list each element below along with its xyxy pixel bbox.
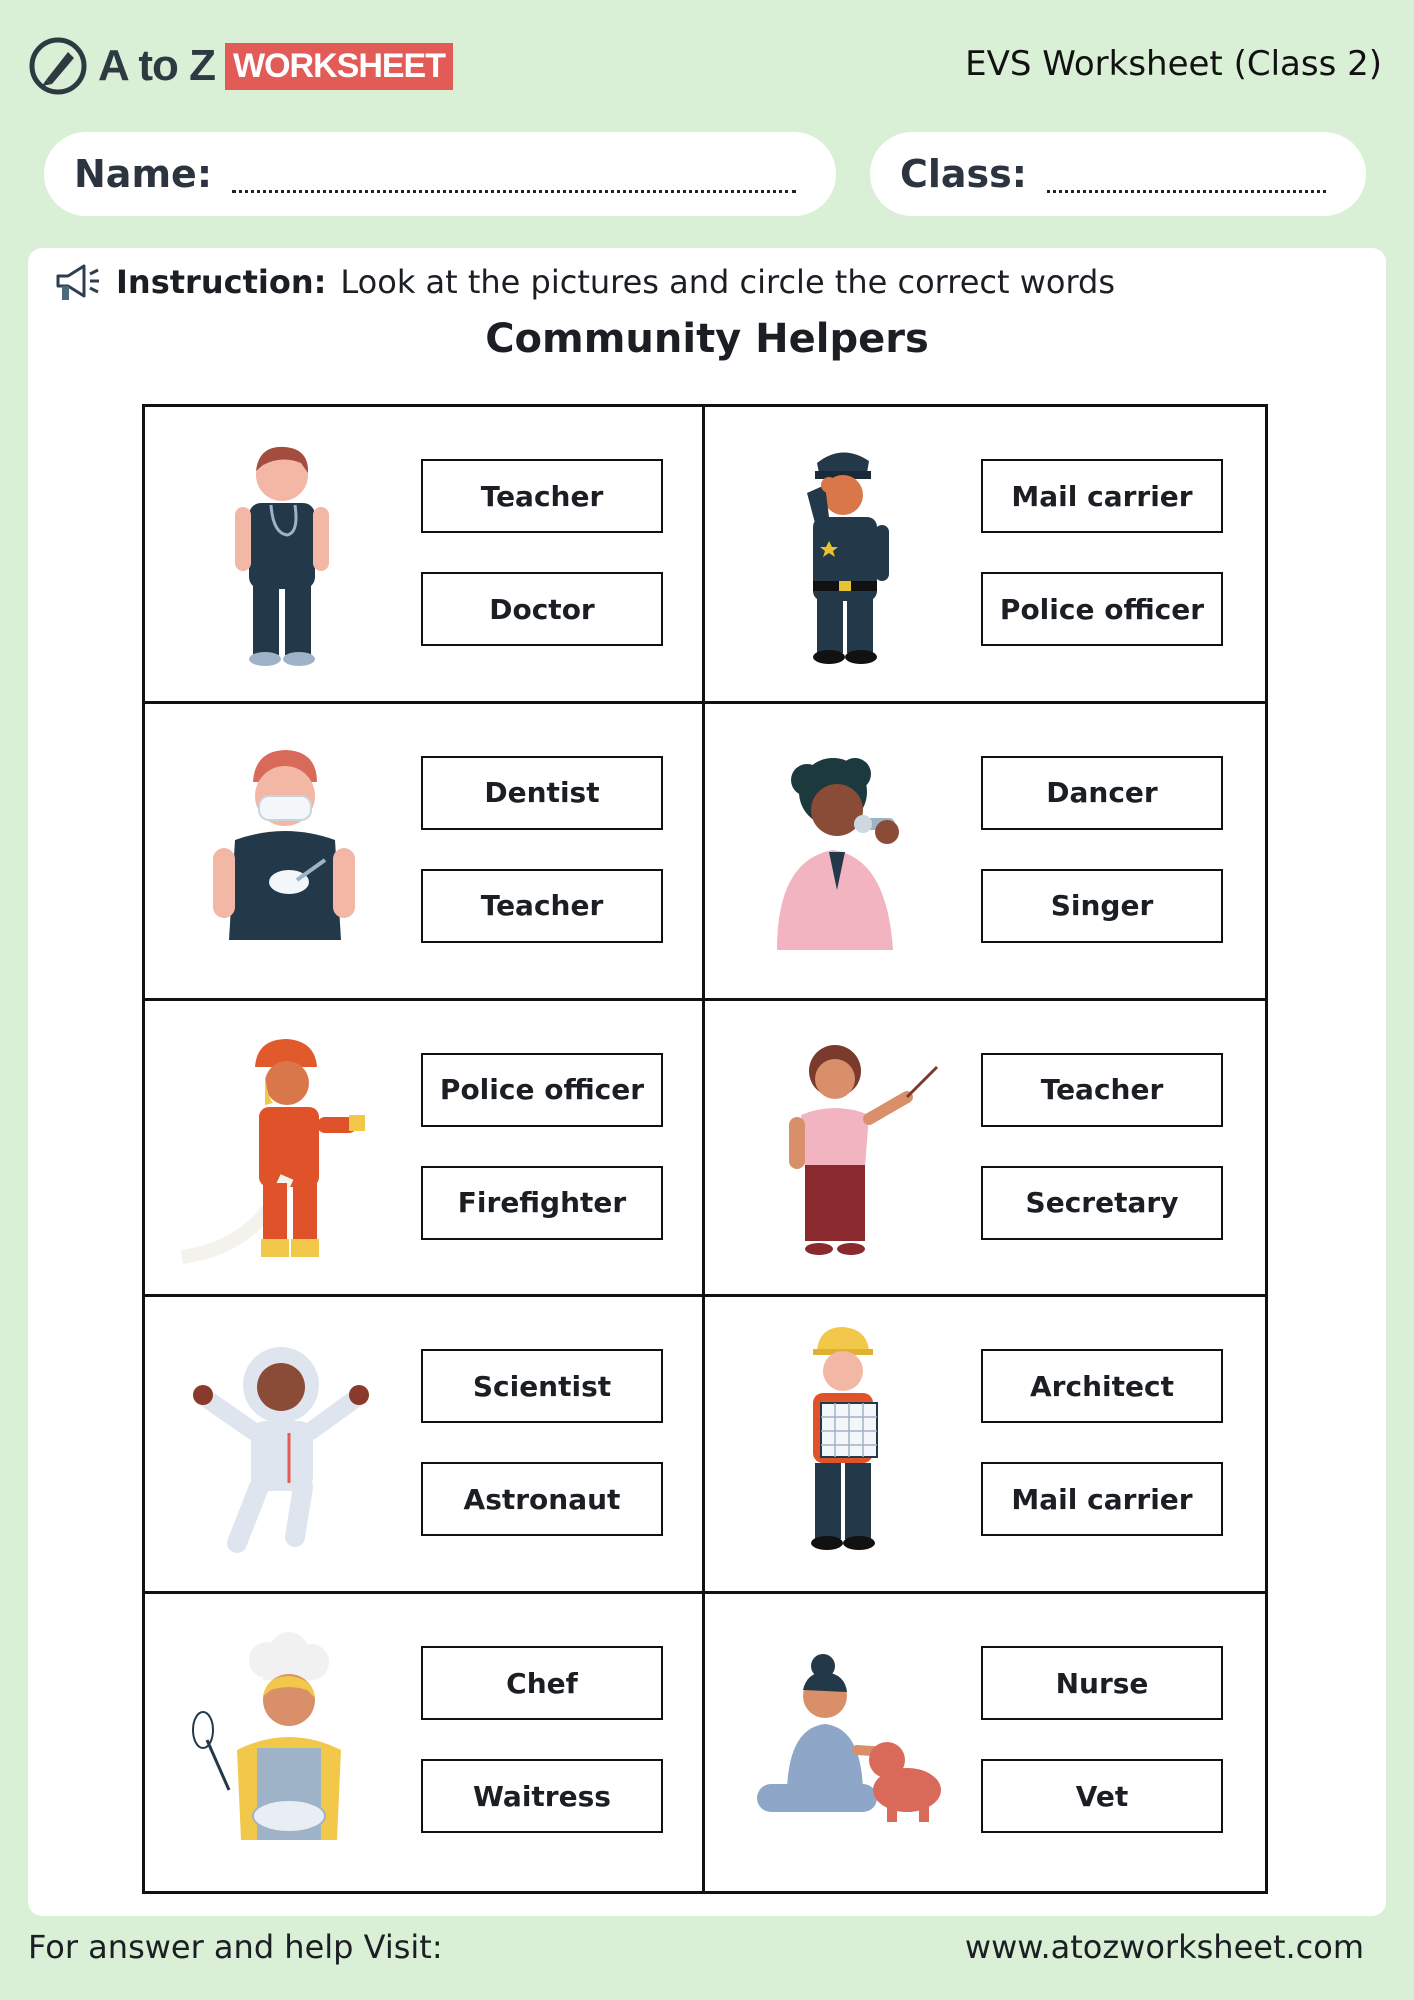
option-box[interactable]: Mail carrier xyxy=(981,1462,1223,1536)
option-box[interactable]: Secretary xyxy=(981,1166,1223,1240)
helpers-grid xyxy=(142,404,1268,1894)
instruction-label: Instruction: xyxy=(116,263,327,301)
option-box[interactable]: Police officer xyxy=(981,572,1223,646)
police-officer-illustration xyxy=(737,433,947,673)
grid-cell xyxy=(145,1297,705,1594)
grid-cell xyxy=(145,704,705,1001)
grid-cell xyxy=(705,1297,1265,1594)
option-box[interactable]: Dentist xyxy=(421,756,663,830)
grid-cell xyxy=(705,1594,1265,1891)
grid-cell xyxy=(705,704,1265,1001)
logo-badge: WORKSHEET xyxy=(225,43,453,90)
grid-cell xyxy=(145,407,705,704)
option-box[interactable]: Chef xyxy=(421,1646,663,1720)
worksheet-subject: EVS Worksheet (Class 2) xyxy=(965,44,1382,84)
option-box[interactable]: Singer xyxy=(981,869,1223,943)
grid-cell xyxy=(705,407,1265,704)
option-box[interactable]: Waitress xyxy=(421,1759,663,1833)
grid-cell xyxy=(145,1001,705,1298)
doctor-illustration xyxy=(177,433,387,673)
megaphone-icon xyxy=(54,260,102,304)
instruction xyxy=(54,260,1115,304)
option-box[interactable]: Teacher xyxy=(981,1053,1223,1127)
logo xyxy=(28,36,453,96)
logo-text: A to Z xyxy=(98,41,215,90)
logo-pen-icon xyxy=(28,36,88,96)
option-box[interactable]: Doctor xyxy=(421,572,663,646)
option-box[interactable]: Scientist xyxy=(421,1349,663,1423)
option-box[interactable]: Firefighter xyxy=(421,1166,663,1240)
footer-website-link[interactable]: www.atozworksheet.com xyxy=(964,1928,1364,1966)
class-line[interactable] xyxy=(1047,156,1326,193)
option-box[interactable]: Nurse xyxy=(981,1646,1223,1720)
option-box[interactable]: Vet xyxy=(981,1759,1223,1833)
vet-illustration xyxy=(737,1620,947,1860)
astronaut-illustration xyxy=(177,1323,387,1563)
dentist-illustration xyxy=(177,730,387,970)
grid-cell xyxy=(145,1594,705,1891)
architect-illustration xyxy=(737,1323,947,1563)
option-box[interactable]: Architect xyxy=(981,1349,1223,1423)
name-label: Name: xyxy=(74,152,213,196)
singer-illustration xyxy=(737,730,947,970)
instruction-text: Look at the pictures and circle the correct words xyxy=(340,263,1116,301)
chef-illustration xyxy=(177,1620,387,1860)
worksheet-title: Community Helpers xyxy=(485,316,929,362)
class-label: Class: xyxy=(900,152,1027,196)
option-box[interactable]: Teacher xyxy=(421,869,663,943)
grid-cell xyxy=(705,1001,1265,1298)
firefighter-illustration xyxy=(177,1027,387,1267)
class-field[interactable] xyxy=(870,132,1366,216)
option-box[interactable]: Teacher xyxy=(421,459,663,533)
name-line[interactable] xyxy=(232,156,796,193)
footer-help-text: For answer and help Visit: xyxy=(28,1928,443,1966)
worksheet-panel xyxy=(28,248,1386,1916)
option-box[interactable]: Mail carrier xyxy=(981,459,1223,533)
name-field[interactable] xyxy=(44,132,836,216)
teacher-illustration xyxy=(737,1027,947,1267)
option-box[interactable]: Astronaut xyxy=(421,1462,663,1536)
option-box[interactable]: Police officer xyxy=(421,1053,663,1127)
option-box[interactable]: Dancer xyxy=(981,756,1223,830)
